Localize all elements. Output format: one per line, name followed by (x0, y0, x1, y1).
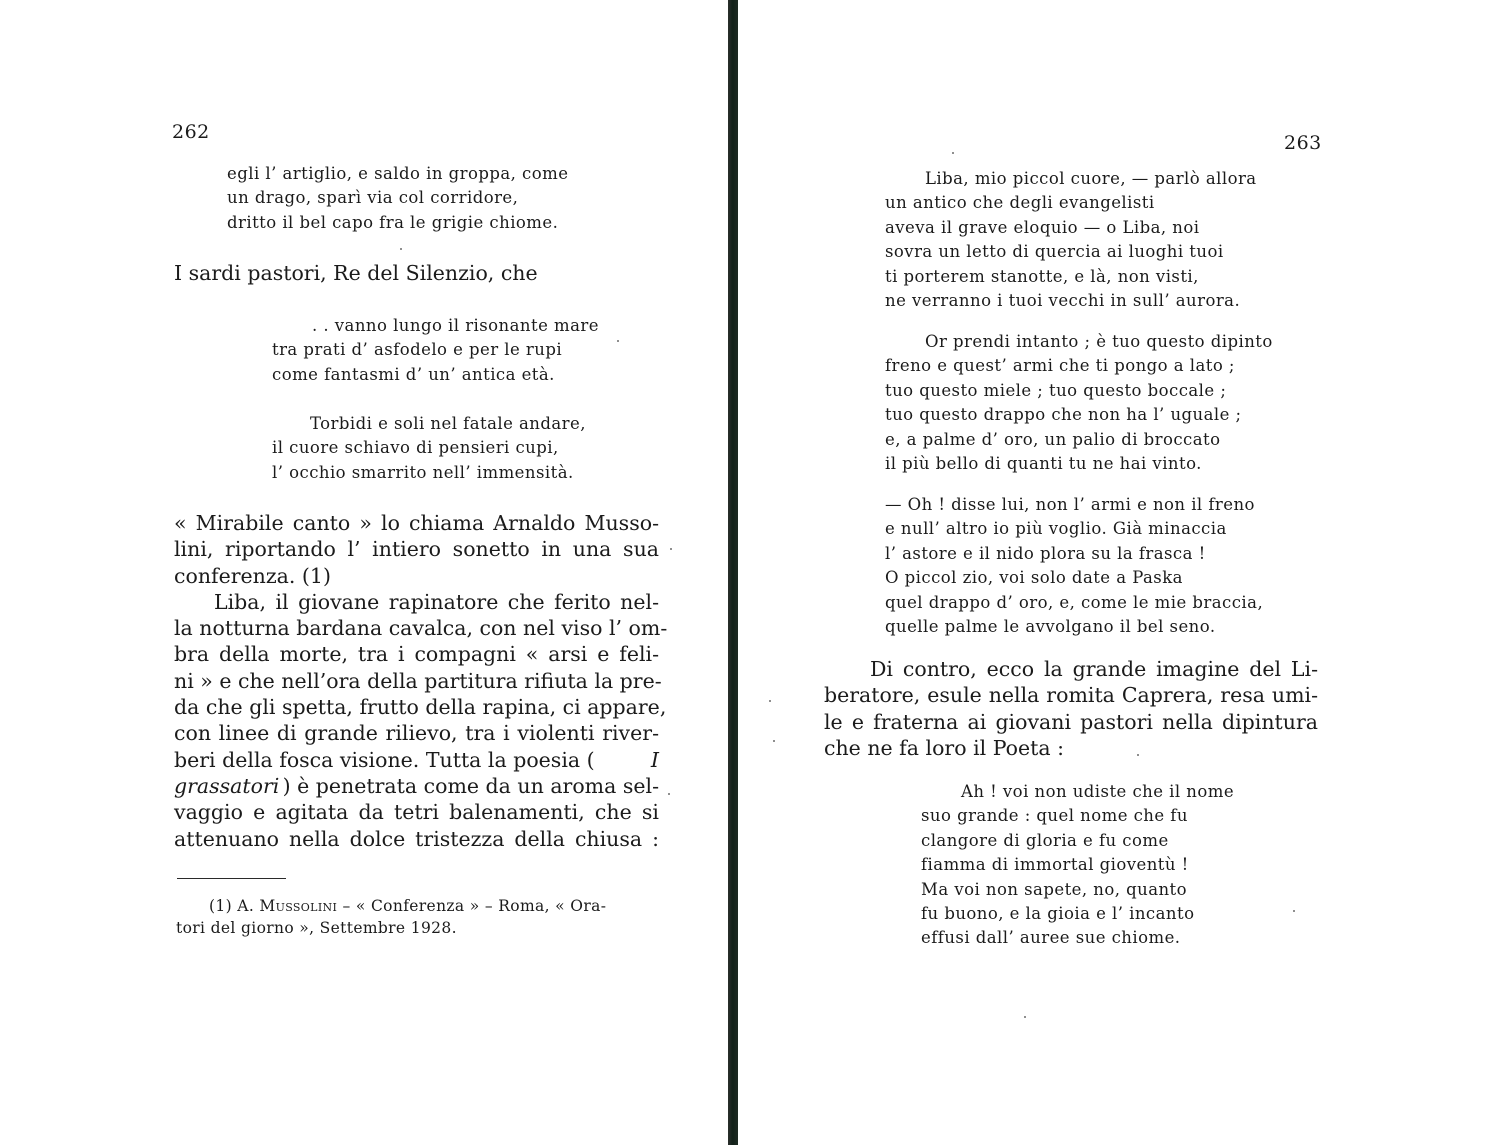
book-gutter (728, 0, 738, 1145)
verse-line: e, a palme d’ oro, un palio di broccato (885, 429, 1221, 449)
prose-line: ni » e che nell’ora della partitura rifiuta la pre- (174, 668, 662, 693)
footnote-rule (177, 878, 286, 879)
print-speck (1293, 910, 1295, 912)
prose-line: che ne fa loro il Poeta : (824, 735, 1065, 760)
verse-stanza-1 (885, 167, 1257, 313)
footnote-line: tori del giorno », Settembre 1928. (176, 919, 457, 937)
verse-line: quel drappo d’ oro, e, come le mie braccia, (885, 592, 1264, 612)
print-speck (668, 793, 670, 795)
verse-line: il cuore schiavo di pensieri cupi, (272, 438, 559, 458)
verse-line: e null’ altro io più voglio. Già minaccia (885, 519, 1227, 539)
verse-line: come fantasmi d’ un’ antica età. (272, 364, 555, 384)
prose-body (174, 510, 668, 852)
verse-stanza-4 (921, 780, 1234, 951)
prose-line: Di contro, ecco la grande imagine del Li- (870, 657, 1318, 681)
verse-line: l’ occhio smarrito nell’ immensità. (272, 462, 574, 482)
verse-line: ne verranno i tuoi vecchi in sull’ aurora. (885, 291, 1241, 311)
footnote-author: Mussolini (259, 897, 338, 915)
prose-line: bra della morte, tra i compagni « arsi e feli- (174, 642, 659, 667)
verse-line: freno e quest’ armi che ti pongo a lato ; (885, 356, 1235, 376)
verse-line: Or prendi intanto ; è tuo questo dipinto (925, 332, 1273, 351)
verse-line: Ah ! voi non udiste che il nome (961, 782, 1235, 801)
print-speck (1137, 754, 1139, 756)
print-speck (400, 248, 402, 250)
prose-line-with-title (174, 773, 659, 799)
prose-right (824, 656, 1318, 761)
verse-line: tuo questo drappo che non ha l’ uguale ; (885, 405, 1242, 425)
verse-line: suo grande : quel nome che fu (921, 806, 1188, 826)
print-speck (769, 700, 771, 702)
footnote-text: – « Conferenza » – Roma, « Ora- (337, 897, 607, 915)
print-speck (773, 740, 775, 742)
verse-stanza-top (227, 162, 568, 235)
prose-line: beratore, esule nella romita Caprera, resa umi- (824, 683, 1318, 708)
verse-line: effusi dall’ auree sue chiome. (921, 928, 1181, 948)
verse-stanza-middle (272, 314, 599, 387)
verse-line: . . vanno lungo il risonante mare (312, 316, 599, 335)
right-page (738, 0, 1500, 1145)
verse-line: — Oh ! disse lui, non l’ armi e non il freno (885, 495, 1255, 514)
print-speck (617, 340, 619, 342)
verse-line: clangore di gloria e fu come (921, 830, 1169, 850)
verse-line: tuo questo miele ; tuo questo boccale ; (885, 380, 1227, 400)
verse-stanza-2 (885, 330, 1273, 476)
verse-line: Liba, mio piccol cuore, — parlò allora (925, 169, 1257, 188)
footnote-marker: (1) A. (209, 897, 260, 915)
print-speck (1024, 1016, 1026, 1018)
page-number-right: 263 (1284, 132, 1322, 154)
prose-intro: I sardi pastori, Re del Silenzio, che (174, 261, 538, 285)
prose-line: conferenza. (1) (174, 563, 331, 588)
page-number-left: 262 (172, 121, 210, 143)
prose-line: da che gli spetta, frutto della rapina, ci appare, (174, 695, 667, 720)
verse-line: egli l’ artiglio, e saldo in groppa, come (227, 164, 569, 183)
prose-line: « Mirabile canto » lo chiama Arnaldo Musso- (174, 511, 659, 535)
verse-line: Torbidi e soli nel fatale andare, (310, 414, 586, 433)
verse-line: quelle palme le avvolgano il bel seno. (885, 617, 1216, 637)
verse-line: un antico che degli evangelisti (885, 193, 1155, 213)
verse-line: fu buono, e la gioia e l’ incanto (921, 904, 1195, 924)
footnote-line (209, 895, 657, 917)
verse-line: il più bello di quanti tu ne hai vinto. (885, 454, 1202, 474)
prose-line: la notturna bardana cavalca, con nel viso l’ om- (174, 616, 668, 641)
prose-text: ) è penetrata come da un aroma sel- (282, 773, 659, 798)
verse-line: dritto il bel capo fra le grigie chiome. (227, 212, 559, 232)
verse-line: sovra un letto di quercia ai luoghi tuoi (885, 242, 1224, 262)
work-title-italic: I (650, 747, 659, 772)
verse-line: tra prati d’ asfodelo e per le rupi (272, 340, 563, 360)
prose-line: vaggio e agitata da tetri balenamenti, che si (174, 800, 659, 825)
verse-line: fiamma di immortal gioventù ! (921, 855, 1189, 875)
prose-text: beri della fosca visione. Tutta la poesia ( (174, 747, 595, 772)
verse-line: un drago, sparì via col corridore, (227, 188, 519, 208)
left-page (0, 0, 728, 1145)
verse-line: aveva il grave eloquio — o Liba, noi (885, 217, 1200, 237)
verse-stanza-lower (272, 412, 586, 485)
prose-line: attenuano nella dolce tristezza della chiusa : (174, 826, 659, 851)
verse-line: O piccol zio, voi solo date a Paska (885, 568, 1183, 588)
print-speck (670, 548, 672, 550)
prose-line: le e fraterna ai giovani pastori nella dipintura (824, 709, 1318, 734)
verse-line: Ma voi non sapete, no, quanto (921, 879, 1188, 899)
prose-line: lini, riportando l’ intiero sonetto in una sua (174, 537, 659, 562)
verse-line: l’ astore e il nido plora su la frasca ! (885, 543, 1206, 563)
verse-stanza-3 (885, 493, 1263, 639)
print-speck (952, 152, 954, 154)
prose-line: con linee di grande rilievo, tra i violenti river- (174, 721, 659, 746)
work-title-italic: grassatori (174, 773, 280, 798)
verse-line: ti porterem stanotte, e là, non visti, (885, 266, 1199, 286)
prose-line-with-title (174, 747, 659, 773)
footnote (176, 895, 657, 939)
prose-line: Liba, il giovane rapinatore che ferito nel- (214, 589, 659, 614)
